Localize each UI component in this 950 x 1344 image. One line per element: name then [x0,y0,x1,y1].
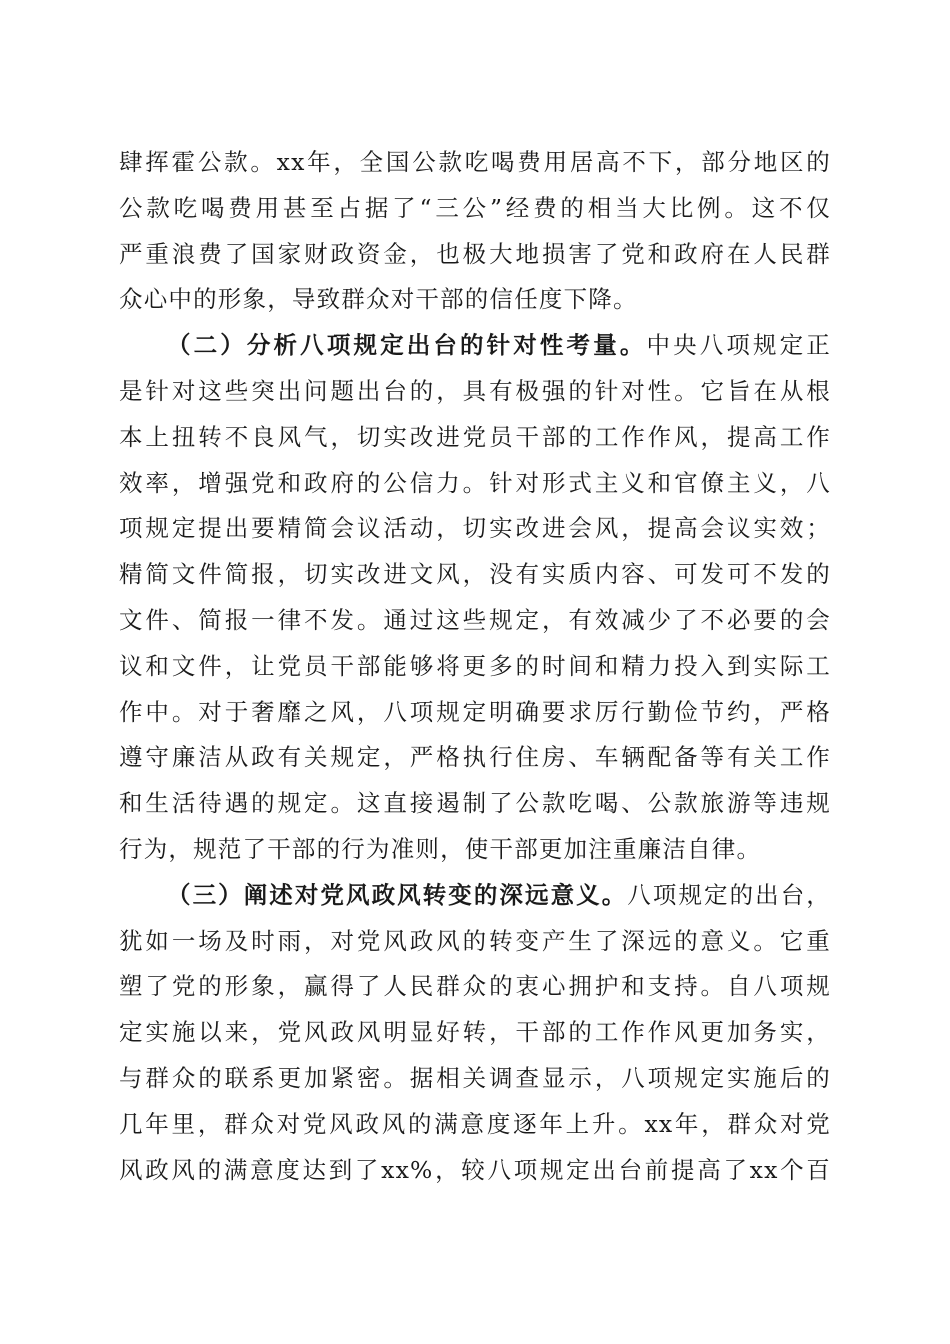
section-3-heading: （三）阐述对党风政风转变的深远意义。 [167,880,628,909]
section-2-first-line-text: 中央八项规定正 [646,331,831,360]
paragraph-line: 和生活待遇的规定。这直接遏制了公款吃喝、公款旅游等违规 [119,789,831,818]
paragraph-line: 塑了党的形象，赢得了人民群众的衷心拥护和支持。自八项规 [119,972,831,1001]
paragraph-line: 精简文件简报，切实改进文风，没有实质内容、可发可不发的 [119,560,831,589]
section-2-heading: （二）分析八项规定出台的针对性考量。 [167,331,647,360]
section-2-first-line [119,323,831,369]
section-3-first-line-text: 八项规定的出台， [627,880,831,909]
paragraph-line: 定实施以来，党风政风明显好转，干部的工作作风更加务实， [119,1018,831,1047]
paragraph-line: 遵守廉洁从政有关规定，严格执行住房、车辆配备等有关工作 [119,743,831,772]
paragraph-line: 行为，规范了干部的行为准则，使干部更加注重廉洁自律。 [119,834,762,863]
paragraph-line: 项规定提出要精简会议活动，切实改进会风，提高会议实效； [119,514,831,543]
paragraph-line: 犹如一场及时雨，对党风政风的转变产生了深远的意义。它重 [119,926,831,955]
paragraph-line: 肆挥霍公款。xx年，全国公款吃喝费用居高不下，部分地区的 [119,148,831,176]
paragraph-line: 与群众的联系更加紧密。据相关调查显示，八项规定实施后的 [119,1063,831,1092]
section-3-first-line [119,873,831,919]
paragraph-line: 风政风的满意度达到了xx%，较八项规定出台前提高了xx个百 [119,1155,831,1184]
paragraph-line: 作中。对于奢靡之风，八项规定明确要求厉行勤俭节约，严格 [119,697,831,726]
paragraph-line: 严重浪费了国家财政资金，也极大地损害了党和政府在人民群 [119,239,831,268]
paragraph-line: 公款吃喝费用甚至占据了“三公”经费的相当大比例。这不仅 [119,193,831,222]
paragraph-line: 本上扭转不良风气，切实改进党员干部的工作作风，提高工作 [119,422,831,451]
paragraph-line: 是针对这些突出问题出台的，具有极强的针对性。它旨在从根 [119,376,831,405]
paragraph-line: 几年里，群众对党风政风的满意度逐年上升。xx年，群众对党 [119,1109,831,1138]
paragraph-line: 众心中的形象，导致群众对干部的信任度下降。 [119,285,638,314]
paragraph-line: 效率，增强党和政府的公信力。针对形式主义和官僚主义，八 [119,468,831,497]
document-body [119,140,831,1193]
paragraph-line: 议和文件，让党员干部能够将更多的时间和精力投入到实际工 [119,651,831,680]
paragraph-line: 文件、简报一律不发。通过这些规定，有效减少了不必要的会 [119,605,831,634]
